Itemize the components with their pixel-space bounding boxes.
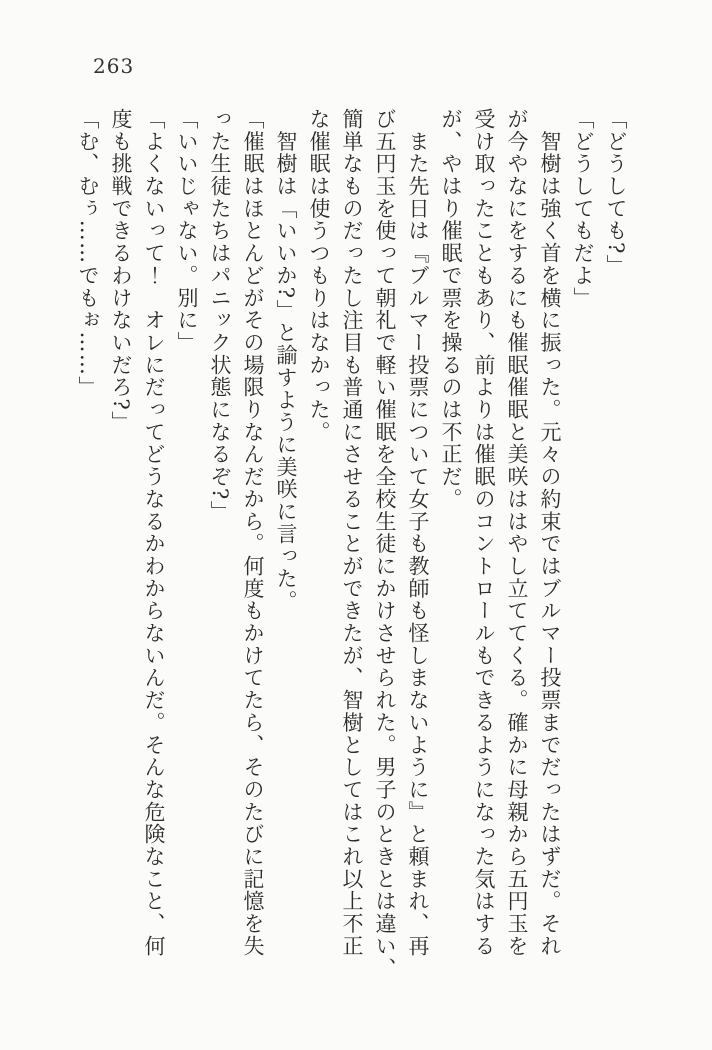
text-column: 受け取ったこともあり、前よりは催眠のコントロールもできるようになった気はする (472, 108, 496, 958)
text-column: な催眠は使うつもりはなかった。 (307, 108, 331, 444)
text-column: 智樹は「いいか?」と諭すように美咲に言った。 (274, 108, 298, 613)
text-column: び五円玉を使って朝礼で軽い催眠を全校生徒にかけさせられた。男子のときとは違い、 (373, 108, 397, 980)
text-column: 智樹は強く首を横に振った。元々の約束ではブルマー投票までだったはずだ。それ (538, 108, 562, 958)
text-column: 度も挑戦できるわけないだろ?」 (109, 108, 133, 434)
vertical-text-block (71, 108, 632, 978)
text-column: が今やなにをするにも催眠催眠と美咲ははやし立ててくる。確かに母親から五円玉を (505, 108, 529, 958)
text-column: った生徒たちはパニック状態になるぞ?」 (208, 108, 232, 523)
text-column: 「どうしてもだよ」 (571, 108, 595, 310)
text-column: 「催眠はほとんどがその場限りなんだから。何度もかけてたら、そのたびに記憶を失 (241, 108, 265, 958)
text-column: 「よくないって！ オレにだってどうなるかわからないんだ。そんな危険なこと、何 (142, 108, 166, 958)
text-column: 簡単なものだったし注目も普通にさせることができたが、智樹としてはこれ以上不正 (340, 108, 364, 958)
text-column: また先日は『ブルマー投票について女子も教師も怪しまないように』と頼まれ、再 (406, 108, 430, 958)
page-number: 263 (93, 54, 135, 78)
text-column: 「いいじゃない。別に」 (175, 108, 199, 354)
text-column: が、やはり催眠で票を操るのは不正だ。 (439, 108, 463, 511)
text-column: 「む、むぅ……でもぉ……」 (76, 108, 100, 399)
text-column: 「どうしても?」 (604, 108, 628, 278)
